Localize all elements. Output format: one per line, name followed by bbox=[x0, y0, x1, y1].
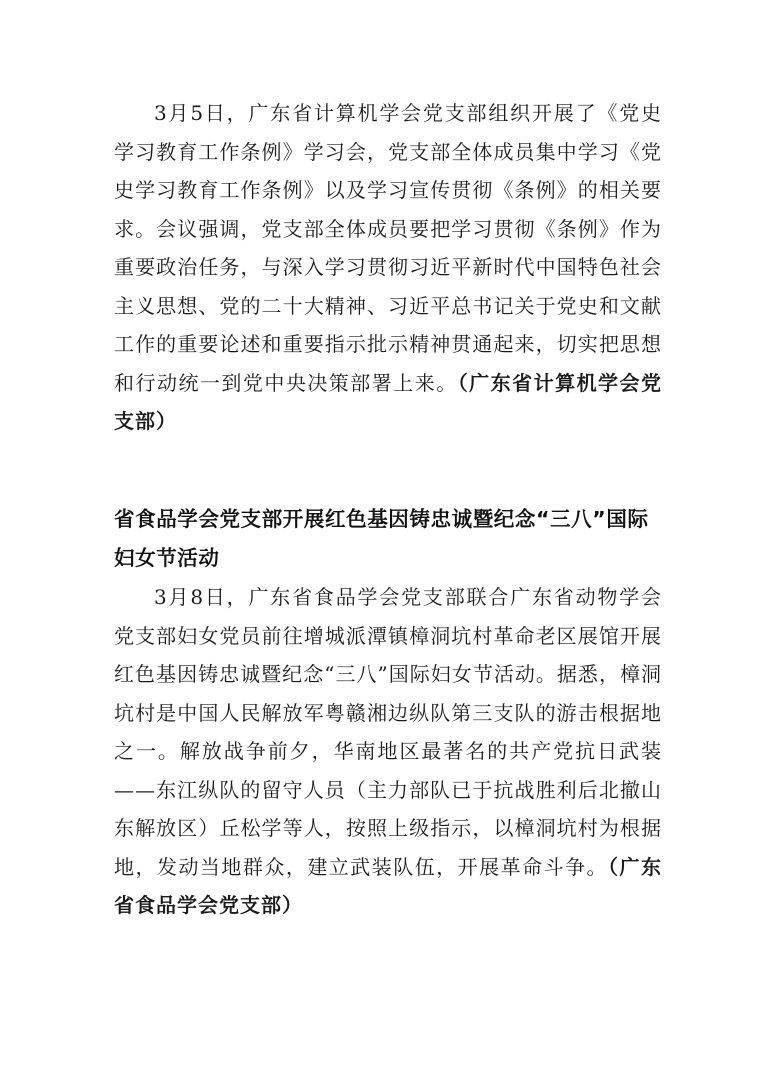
news-paragraph bbox=[114, 578, 662, 925]
news-item-computer-society bbox=[114, 94, 662, 441]
news-item-food-society bbox=[114, 578, 662, 925]
news-title: 省食品学会党支部开展红色基因铸忠诚暨纪念“三八”国际妇女节活动 bbox=[114, 507, 649, 570]
news-source: （广东省计算机学会党支部） bbox=[114, 370, 663, 433]
news-source: （广东省食品学会党支部） bbox=[114, 854, 663, 917]
news-body: 3月8日，广东省食品学会党支部联合广东省动物学会党支部妇女党员前往增城派潭镇樟洞坑村革命老区展馆开展红色基因铸忠诚暨纪念“三八”国际妇女节活动。据悉，樟洞坑村是中国人民解放军粤赣湘边纵队第三支队的游击根据地之一。解放战争前夕，华南地区最著名的共产党抗日武装——东江纵队的留守人员（主力部队已于抗战胜利后北撤山东解放区）丘松学等人，按照上级指示，以樟洞坑村为根据地，发动当地群众，建立武装队伍，开展革命斗争。 bbox=[114, 585, 662, 879]
news-body: 3月5日，广东省计算机学会党支部组织开展了《党史学习教育工作条例》学习会，党支部全体成员集中学习《党史学习教育工作条例》以及学习宣传贯彻《条例》的相关要求。会议强调，党支部全体成员要把学习贯彻《条例》作为重要政治任务，与深入学习贯彻习近平新时代中国特色社会主义思想、党的二十大精神、习近平总书记关于党史和文献工作的重要论述和重要指示批示精神贯通起来，切实把思想和行动统一到党中央决策部署上来。 bbox=[114, 101, 662, 395]
news-paragraph bbox=[114, 94, 662, 441]
